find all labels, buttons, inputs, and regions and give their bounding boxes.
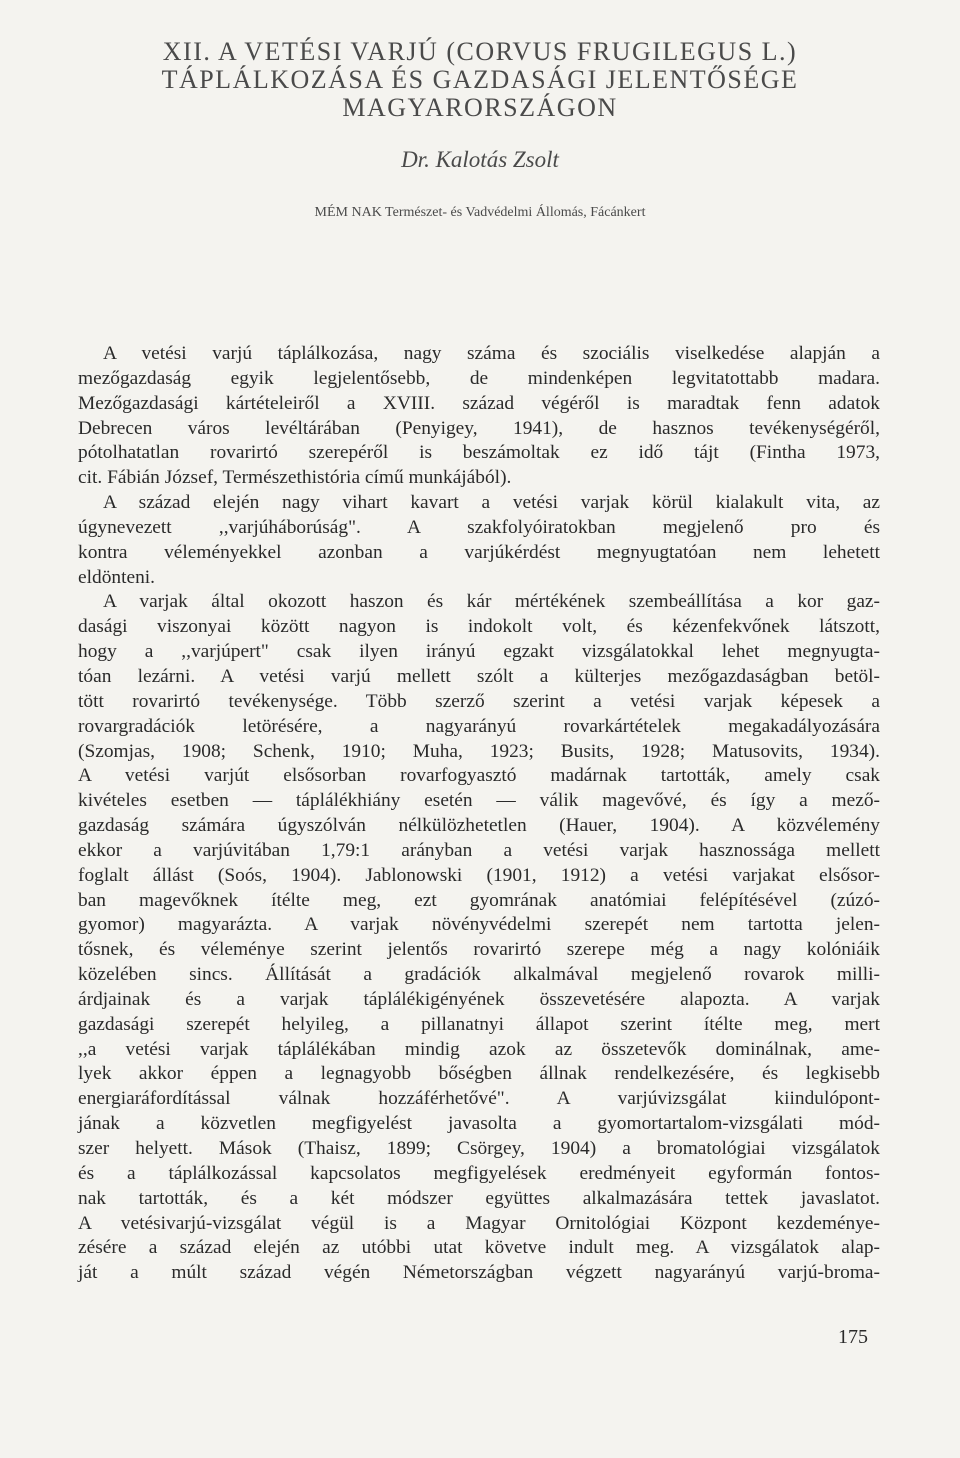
text-line: hogy a ,,varjúpert" csak ilyen irányú egzakt vizsgálatokkal lehet megnyugta- — [78, 641, 880, 663]
text-line: gazdasági szerepét helyileg, a pillanatnyi állapot szerint ítélte meg, mert — [78, 1013, 880, 1035]
text-line: A vetési varjú táplálkozása, nagy száma és szociális viselkedése alapján a — [103, 343, 880, 364]
text-line: lyek akkor éppen a legnagyobb bőségben állnak rendelkezésére, és legkisebb — [78, 1063, 880, 1085]
text-line: Debrecen város levéltárában (Penyigey, 1941), de hasznos tevékenységéről, — [78, 417, 880, 439]
text-line: pótolhatatlan rovarirtó szerepéről is beszámoltak ez idő tájt (Fintha 1973, — [78, 442, 880, 464]
author: Dr. Kalotás Zsolt — [401, 147, 559, 172]
text-line: gyomor) magyarázta. A varjak növényvédelmi szerepét nem tartotta jelen- — [78, 914, 880, 936]
text-line: úgynevezett ,,varjúháborúság". A szakfolyóiratokban megjelenő pro és — [78, 516, 880, 538]
text-line: kontra véleményekkel azonban a varjúkérdést megnyugtatóan nem lehetett — [78, 541, 880, 563]
text-line: A század elején nagy vihart kavart a vetési varjak körül kialakult vita, az — [103, 492, 880, 514]
affiliation: MÉM NAK Természet- és Vadvédelmi Állomás, Fácánkert — [314, 205, 646, 220]
text-line: Mezőgazdasági kártételeiről a XVIII. század végéről is maradtak fenn adatok — [78, 392, 880, 414]
text-line: tősnek, és véleménye szerint jelentős rovarirtó szerepe még a nagy kolóniáik — [78, 939, 880, 961]
text-line: foglalt állást (Soós, 1904). Jablonowski (1901, 1912) a vetési varjakat elsősor- — [78, 864, 880, 886]
text-line: ekkor a varjúvitában 1,79:1 arányban a vetési varjak hasznossága mellett — [78, 839, 880, 861]
text-line: dasági viszonyai között nagyon is indokolt volt, és kézenfekvőnek látszott, — [78, 616, 880, 638]
text-line: árdjainak és a varjak táplálékigényének összevetésére alapozta. A varjak — [78, 988, 880, 1010]
text-line: közelében sincs. Állítását a gradációk alkalmával megjelenő rovarok milli- — [78, 964, 880, 986]
text-line: szer helyett. Mások (Thaisz, 1899; Csörgey, 1904) a bromatológiai vizsgálatok — [78, 1138, 880, 1159]
title-line: XII. A VETÉSI VARJÚ (CORVUS FRUGILEGUS L.) — [162, 37, 798, 66]
article-title — [150, 38, 810, 122]
text-line: jának a közvetlen megfigyelést javasolta a gyomortartalom-vizsgálati mód- — [78, 1113, 880, 1135]
text-line: gazdaság számára úgyszólván nélkülözhetetlen (Hauer, 1904). A közvélemény — [78, 815, 880, 837]
body-text — [78, 342, 880, 1286]
title-line: MAGYARORSZÁGON — [342, 93, 618, 122]
text-line: nak tartották, és a két módszer együttes alkalmazására tettek javaslatot. — [78, 1187, 880, 1209]
text-line: rovargradációk letörésére, a nagyarányú rovarkártételek megakadályozására — [78, 715, 880, 737]
text-line: (Szomjas, 1908; Schenk, 1910; Muha, 1923; Busits, 1928; Matusovits, 1934). — [78, 740, 880, 762]
text-line: és a táplálkozással kapcsolatos megfigyelések eredményeit egyformán fontos- — [78, 1162, 880, 1184]
text-line: ban magevőknek ítélte meg, ezt gyomrának anatómiai felépítésével (zúzó- — [78, 889, 880, 911]
text-line: ját a múlt század végén Németországban végzett nagyarányú varjú-broma- — [78, 1262, 880, 1284]
text-line: mezőgazdaság egyik legjelentősebb, de mindenképen legvitatottabb madara. — [78, 367, 880, 389]
text-line: A vetésivarjú-vizsgálat végül is a Magyar Ornitológiai Központ kezdeménye- — [78, 1212, 880, 1234]
text-line: tött rovarirtó tevékenysége. Több szerző szerint a vetési varjak képesek a — [78, 690, 880, 712]
title-line: TÁPLÁLKOZÁSA ÉS GAZDASÁGI JELENTŐSÉGE — [161, 65, 799, 94]
text-line: cit. Fábián József, Természethistória című munkájából). — [78, 467, 512, 489]
text-line: tóan lezárni. A vetési varjú mellett szólt a külterjes mezőgazdaságban betöl- — [78, 665, 880, 687]
text-line: kivételes esetben — táplálékhiány esetén — válik magevővé, és így a mező- — [78, 790, 880, 812]
text-line: A vetési varjút elsősorban rovarfogyasztó madárnak tartották, amely csak — [78, 765, 880, 787]
page-number: 175 — [838, 1326, 868, 1348]
text-line: eldönteni. — [78, 566, 156, 588]
text-line: zésére a század elején az utóbbi utat követve indult meg. A vizsgálatok alap- — [78, 1237, 880, 1259]
text-line: energiaráfordítással válnak hozzáférhetővé". A varjúvizsgálat kiindulópont- — [78, 1088, 880, 1110]
text-line: A varjak által okozott haszon és kár mértékének szembeállítása a kor gaz- — [103, 591, 880, 613]
text-line: ,,a vetési varjak táplálékában mindig azok az összetevők dominálnak, ame- — [78, 1038, 880, 1060]
